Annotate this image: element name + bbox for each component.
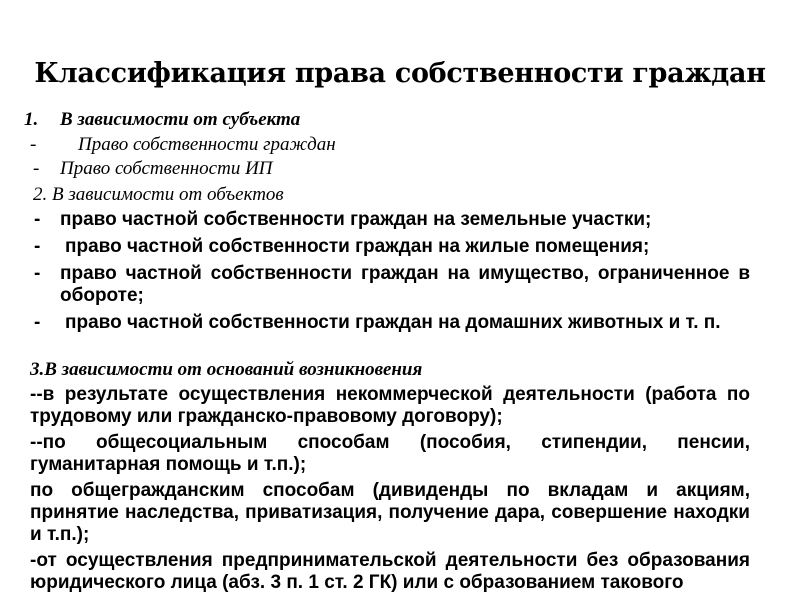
section-1-number: 1. [24, 109, 39, 130]
list-item: Право собственности граждан [78, 134, 336, 155]
list-item-dash: - [34, 312, 41, 333]
list-item-dash: - [33, 158, 40, 179]
list-item: --по общесоциальным способам (пособия, стипендии, пенсии, гуманитарная помощь и т.п.); [30, 432, 750, 475]
list-item-dash: - [34, 263, 41, 284]
page-title: Классификация права собственности граждан [34, 58, 766, 89]
section-2-heading: 2. В зависимости от объектов [33, 184, 284, 205]
list-item: Право собственности ИП [60, 158, 273, 179]
list-item: право частной собственности граждан на жилые помещения; [65, 236, 650, 257]
list-item-dash: - [34, 236, 41, 257]
list-item: право частной собственности граждан на земельные участки; [60, 209, 652, 230]
section-3-heading: 3.В зависимости от оснований возникновения [30, 359, 423, 380]
list-item: по общегражданским способам (дивиденды по вкладам и акциям, принятие наследства, приватизация, получение дара, совершение находки и т.п.); [30, 480, 750, 545]
list-item: право частной собственности граждан на имущество, ограниченное в обороте; [60, 263, 750, 306]
list-item-dash: - [30, 134, 37, 155]
list-item-dash: - [34, 209, 41, 230]
list-item: --в результате осуществления некоммерческой деятельности (работа по трудовому или гражданско-правовому договору); [30, 384, 750, 427]
list-item: -от осуществления предпринимательской деятельности без образования юридического лица (абз. 3 п. 1 ст. 2 ГК) или с образованием такового [30, 550, 750, 593]
list-item: право частной собственности граждан на домашних животных и т. п. [65, 312, 721, 333]
section-1-heading: В зависимости от субъекта [60, 109, 301, 130]
